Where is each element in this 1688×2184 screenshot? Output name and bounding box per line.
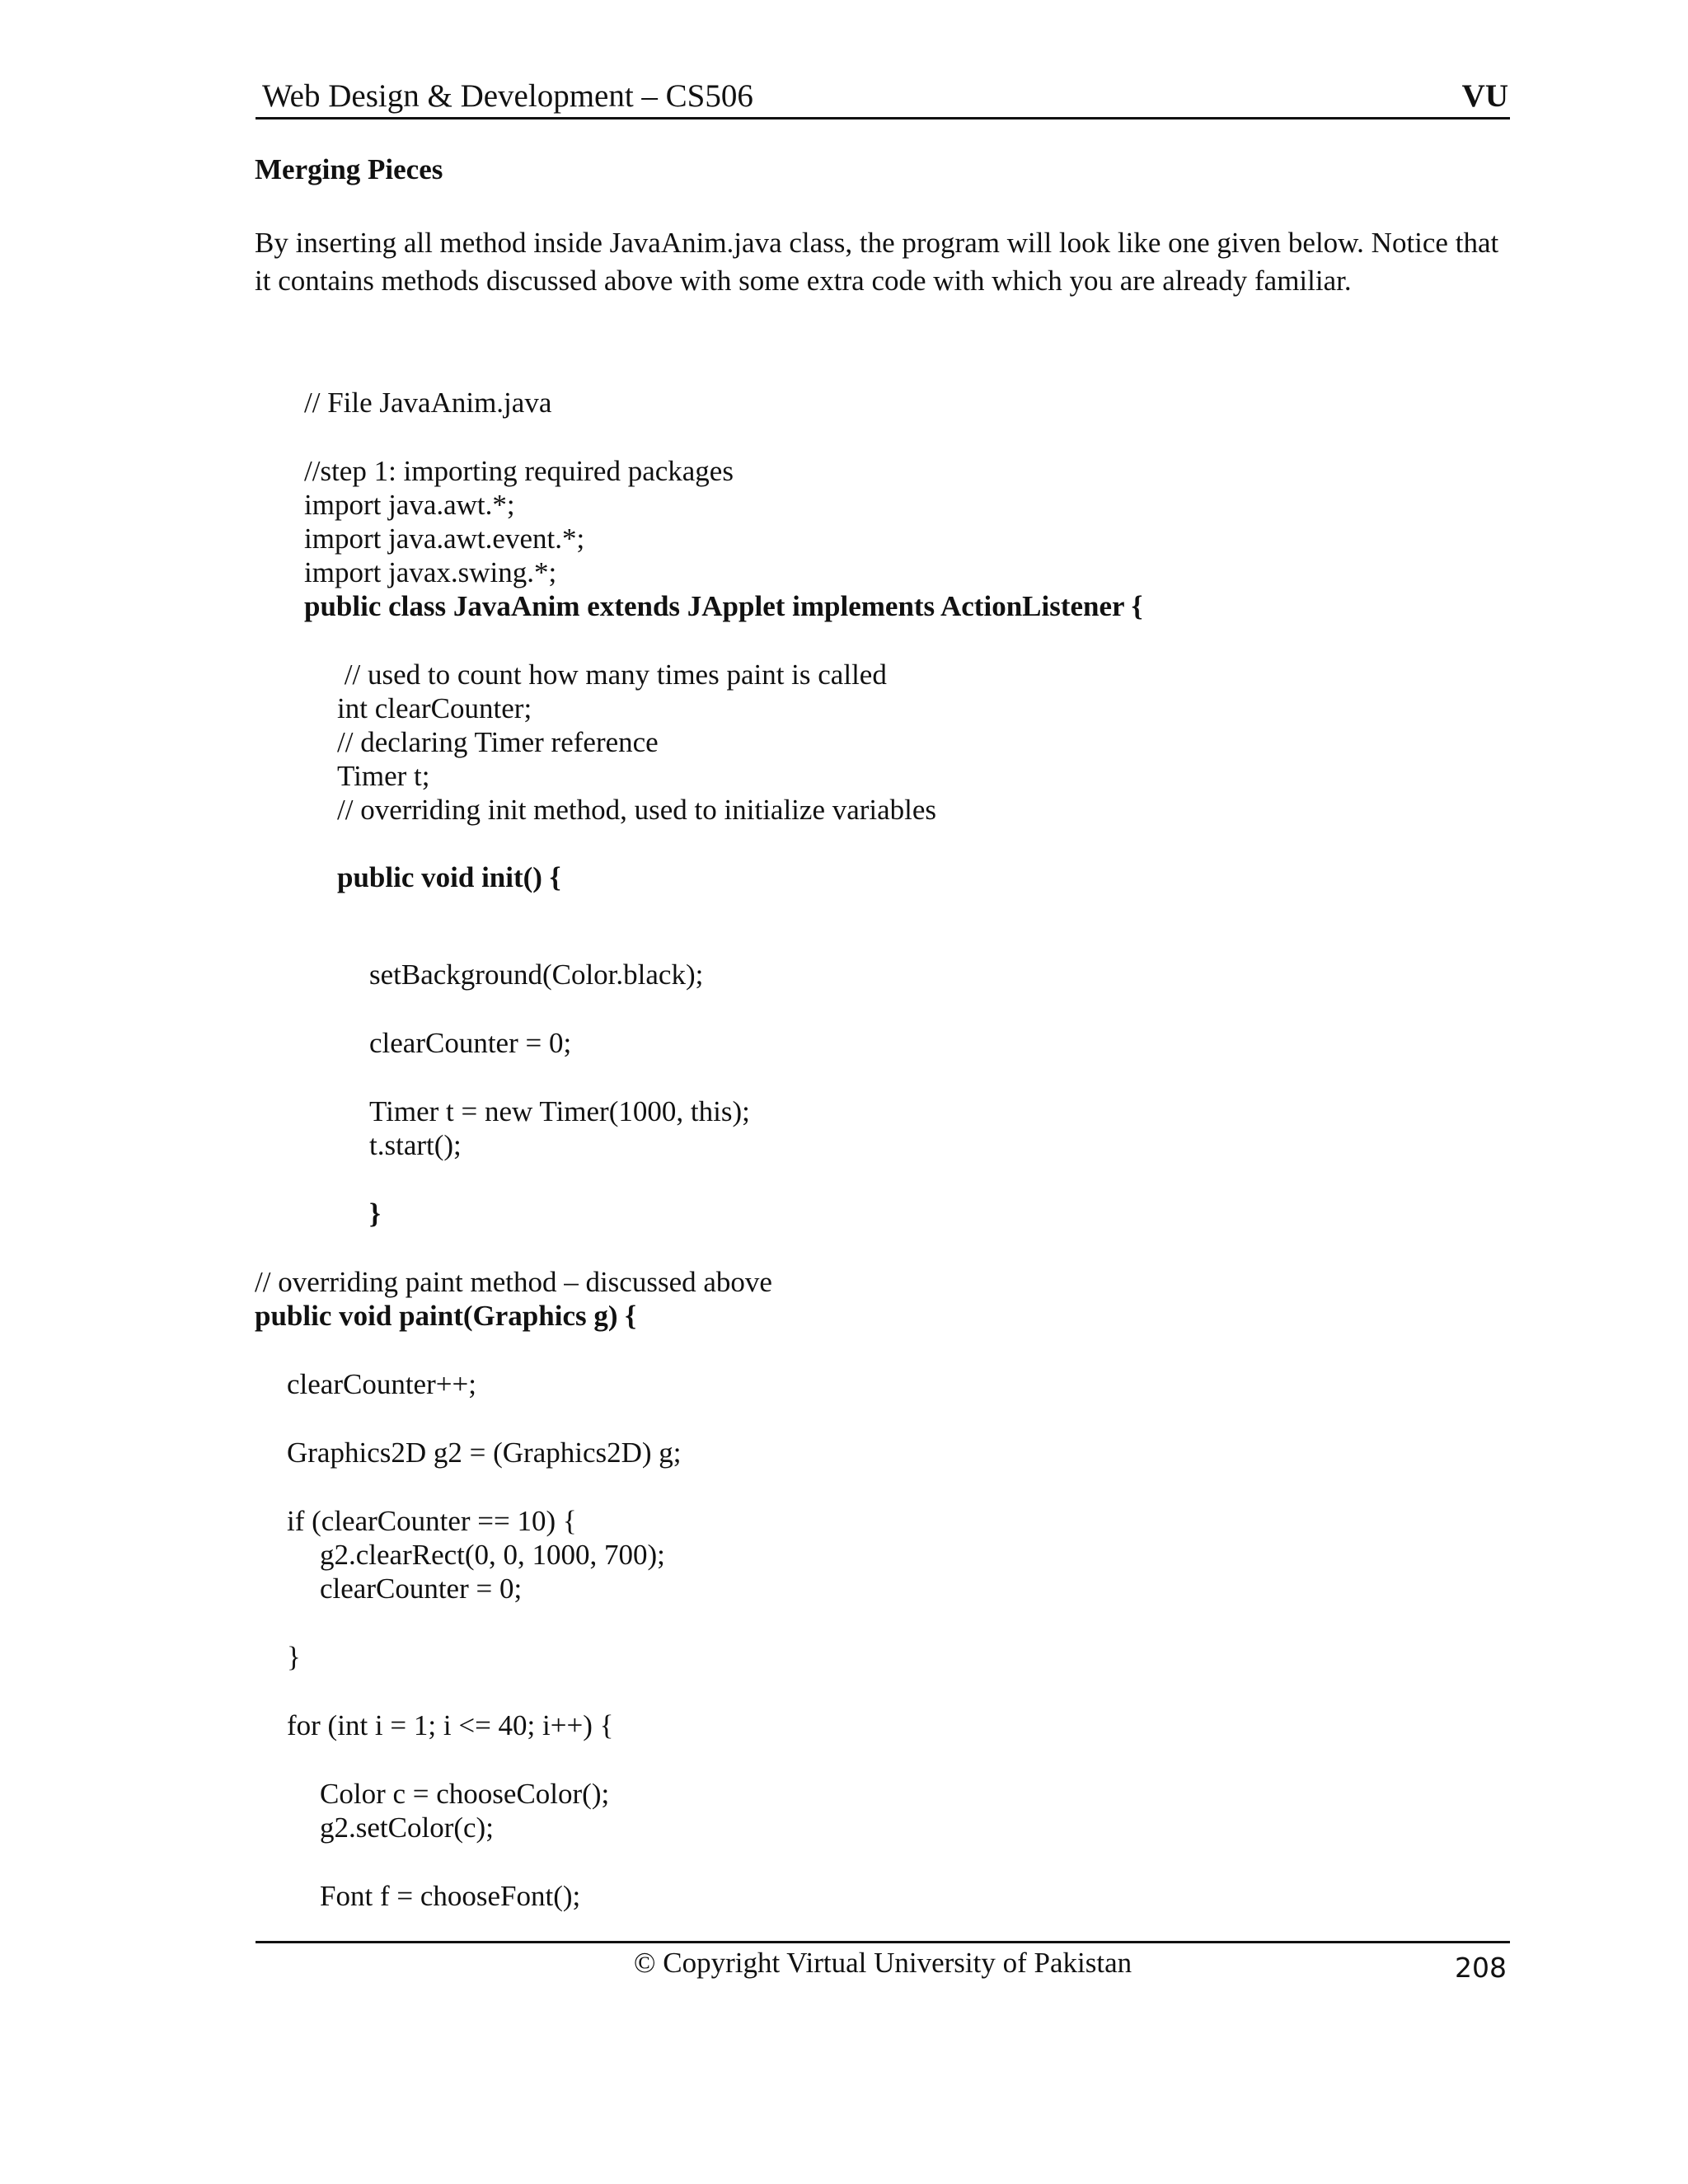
- code-line: import java.awt.*;: [304, 489, 515, 521]
- page-number: 208: [1455, 1952, 1507, 1984]
- code-line: for (int i = 1; i <= 40; i++) {: [287, 1709, 614, 1741]
- course-title: Web Design & Development – CS506: [262, 78, 753, 114]
- code-line: import javax.swing.*;: [304, 556, 557, 588]
- intro-paragraph: By inserting all method inside JavaAnim.java class, the program will look like one given below. Notice that it contains methods discussed above with some extra code with which you are already familiar.: [255, 227, 1499, 297]
- code-line: // File JavaAnim.java: [304, 387, 552, 419]
- code-line: g2.clearRect(0, 0, 1000, 700);: [320, 1539, 665, 1571]
- code-line: // overriding paint method – discussed above: [255, 1266, 772, 1298]
- code-line: Timer t;: [337, 760, 430, 792]
- code-line: Graphics2D g2 = (Graphics2D) g;: [287, 1436, 682, 1469]
- code-line: t.start();: [369, 1129, 462, 1161]
- code-line: public void paint(Graphics g) {: [255, 1300, 637, 1332]
- code-line: setBackground(Color.black);: [369, 958, 704, 991]
- code-line: // overriding init method, used to initialize variables: [337, 794, 937, 826]
- code-line: clearCounter = 0;: [369, 1027, 572, 1059]
- code-line: //step 1: importing required packages: [304, 455, 734, 487]
- code-line: public void init() {: [337, 861, 561, 893]
- code-line: }: [369, 1197, 381, 1230]
- code-line: Timer t = new Timer(1000, this);: [369, 1095, 750, 1127]
- code-line: Color c = chooseColor();: [320, 1778, 610, 1810]
- copyright-notice: © Copyright Virtual University of Pakistan: [633, 1947, 1132, 1979]
- code-line: // used to count how many times paint is called: [337, 658, 887, 691]
- code-line: }: [287, 1641, 301, 1673]
- code-line: // declaring Timer reference: [337, 726, 659, 758]
- institution-logo-text: VU: [1461, 78, 1508, 114]
- code-line: clearCounter++;: [287, 1368, 476, 1400]
- code-line: public class JavaAnim extends JApplet implements ActionListener {: [304, 590, 1143, 622]
- page-footer: [256, 1941, 1510, 1993]
- code-line: import java.awt.event.*;: [304, 523, 585, 555]
- code-line: Font f = chooseFont();: [320, 1880, 581, 1912]
- code-line: g2.setColor(c);: [320, 1811, 494, 1844]
- code-line: if (clearCounter == 10) {: [287, 1505, 577, 1537]
- code-line: clearCounter = 0;: [320, 1572, 523, 1605]
- section-heading: Merging Pieces: [255, 153, 443, 185]
- code-line: int clearCounter;: [337, 692, 532, 724]
- page-header: [256, 76, 1510, 120]
